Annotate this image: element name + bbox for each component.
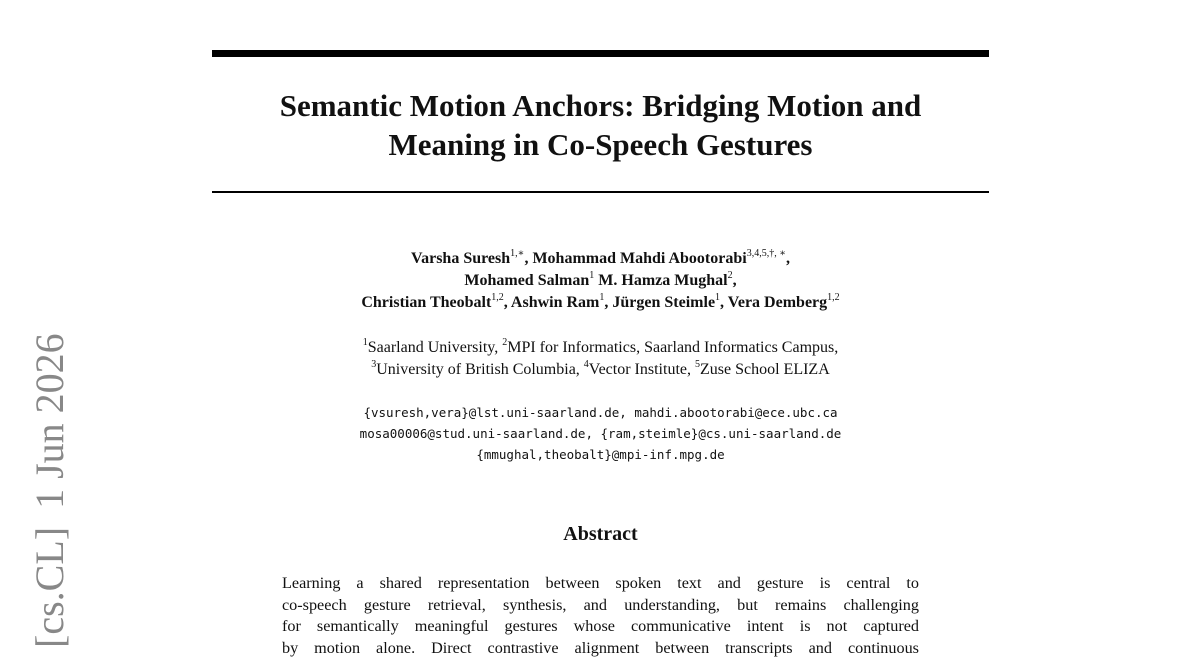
- arxiv-stamp-date: 1 Jun 2026: [27, 333, 72, 509]
- affiliation-text: MPI for Informatics, Saarland Informatics Campus,: [507, 339, 838, 356]
- author-line: [212, 270, 989, 292]
- affiliation-marker: 2: [502, 337, 507, 348]
- author-separator: ,: [504, 294, 511, 311]
- affiliation-text: Vector Institute,: [589, 361, 695, 378]
- abstract-body: [282, 573, 919, 659]
- title-rule: [212, 191, 989, 193]
- affiliation-marker: 5: [695, 359, 700, 370]
- email-line: {mmughal,theobalt}@mpi-inf.mpg.de: [212, 444, 989, 465]
- affiliation-marker: 3: [371, 359, 376, 370]
- title-line-1: Semantic Motion Anchors: Bridging Motion and: [280, 88, 922, 123]
- email-line: {vsuresh,vera}@lst.uni-saarland.de, mahdi.abootorabi@ece.ubc.ca: [212, 402, 989, 423]
- author-affiliation-marker: 1,2: [491, 292, 504, 303]
- author-separator: ,: [604, 294, 612, 311]
- author-name: Jürgen Steimle: [612, 294, 715, 311]
- affiliation-marker: 4: [584, 359, 589, 370]
- author-separator: ,: [524, 250, 532, 267]
- author-line: [212, 248, 989, 270]
- abstract-line: co-speech gesture retrieval, synthesis, and understanding, but remains challenging: [282, 595, 919, 617]
- author-list: [212, 248, 989, 314]
- author-separator: ,: [733, 272, 737, 289]
- affiliation-line: [212, 337, 989, 359]
- author-name: M. Hamza Mughal: [598, 272, 727, 289]
- affiliation-line: [212, 359, 989, 381]
- affiliation-list: [212, 337, 989, 381]
- arxiv-stamp-category: [cs.CL]: [27, 527, 72, 648]
- abstract-line: for semantically meaningful gestures whose communicative intent is not captured: [282, 616, 919, 638]
- author-line: [212, 292, 989, 314]
- affiliation-text: Saarland University,: [368, 339, 502, 356]
- author-name: Mohammad Mahdi Abootorabi: [532, 250, 746, 267]
- affiliation-text: Zuse School ELIZA: [700, 361, 830, 378]
- title-line-2: Meaning in Co-Speech Gestures: [389, 127, 813, 162]
- author-affiliation-marker: 1: [599, 292, 604, 303]
- email-list: [212, 402, 989, 465]
- author-separator: ,: [786, 250, 790, 267]
- author-name: Ashwin Ram: [511, 294, 599, 311]
- author-separator: ,: [720, 294, 728, 311]
- author-affiliation-marker: 1,∗: [510, 248, 524, 259]
- affiliation-text: University of British Columbia,: [376, 361, 584, 378]
- author-name: Christian Theobalt: [361, 294, 491, 311]
- abstract-line: by motion alone. Direct contrastive alignment between transcripts and continuous: [282, 638, 919, 659]
- email-line: mosa00006@stud.uni-saarland.de, {ram,steimle}@cs.uni-saarland.de: [212, 423, 989, 444]
- author-name: Varsha Suresh: [411, 250, 510, 267]
- author-affiliation-marker: 1: [715, 292, 720, 303]
- author-name: Mohamed Salman: [464, 272, 589, 289]
- abstract-line: Learning a shared representation between spoken text and gesture is central to: [282, 573, 919, 595]
- affiliation-marker: 1: [363, 337, 368, 348]
- author-affiliation-marker: 1: [589, 270, 594, 281]
- arxiv-stamp: [28, 333, 72, 648]
- author-affiliation-marker: 3,4,5,†, ∗: [747, 248, 786, 259]
- top-rule: [212, 50, 989, 57]
- abstract-heading: Abstract: [212, 521, 989, 547]
- author-name: Vera Demberg: [728, 294, 827, 311]
- author-affiliation-marker: 2: [728, 270, 733, 281]
- author-affiliation-marker: 1,2: [827, 292, 840, 303]
- paper-title: [212, 86, 989, 164]
